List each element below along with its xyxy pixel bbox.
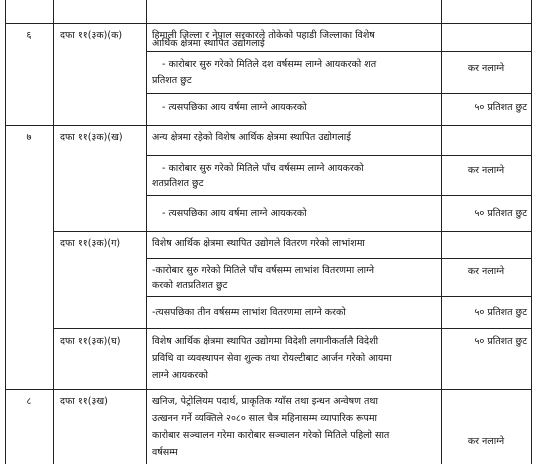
table-col-divider-serial [53,0,54,464]
row-divider [146,258,532,259]
row-section: दफा ११(३क)(क) [60,30,123,41]
item-desc-line: - कारोबार सुरु गरेको मितिले दश वर्षसम्म लाग्ने आयकरको शत [162,59,377,70]
row-divider [53,231,532,232]
item-desc-line: - त्यसपछिका आय वर्षमा लाग्ने आयकरको [162,102,307,113]
row-heading-line: प्रविधि वा व्यवस्थापन सेवा शुल्क तथा रोयल्टीबाट आर्जन गरेको आयमा [152,353,392,364]
item-benefit: ५० प्रतिशत छुट [474,208,527,219]
row-divider [5,389,532,390]
row-serial: ६ [26,30,32,41]
row-section: दफा ११(३क)(ख) [60,132,123,143]
row-heading-line: उत्खनन गर्ने व्यक्तिले २०८० साल चैत्र महिनासम्म व्यापारिक रूपमा [152,413,377,424]
item-benefit: कर नलाग्ने [467,266,505,277]
row-heading-line: विशेष आर्थिक क्षेत्रमा स्थापित उद्योगले वितरण गरेको लाभांशमा [152,238,365,249]
item-desc-line: शतप्रतिशत छुट [152,178,204,189]
row-divider [146,296,532,297]
row-heading-line: अन्य क्षेत्रमा रहेको विशेष आर्थिक क्षेत्रमा स्थापित उद्योगलाई [152,132,351,143]
row-heading-line: कारोबार सञ्चालन गरेमा कारोबार सञ्चालन गरेको मितिले पहिलो सात [152,430,390,441]
row-divider [146,155,532,156]
row-heading-line: विशेष आर्थिक क्षेत्रमा स्थापित उद्योगमा विदेशी लगानीकर्तालै विदेशी [152,336,379,347]
row-divider [53,328,532,329]
row-divider [146,93,532,94]
row-heading-line: वर्षसम्म [152,447,178,458]
row-divider [146,195,532,196]
row-benefit: कर नलाग्ने [467,436,505,447]
row-section: दफा ११(३क)(घ) [60,336,121,347]
item-desc-line: -कारोबार सुरु गरेको मितिले पाँच वर्षसम्म लाभांश वितरणमा लाग्ने [152,265,375,276]
row-heading-line: आर्थिक क्षेत्रमा स्थापित उद्योगलाई [152,38,265,49]
row-heading-line: लाग्ने आयकरको [152,370,209,381]
item-benefit: कर नलाग्ने [467,165,505,176]
item-benefit: ५० प्रतिशत छुट [474,102,527,113]
item-desc-line: -त्यसपछिका तीन वर्षसम्म लाभांश वितरणमा लाग्ने करको [152,307,346,318]
row-serial: ८ [26,396,32,407]
item-desc-line: प्रतिशत छुट [152,75,192,86]
row-benefit: ५० प्रतिशत छुट [474,336,527,347]
row-section: दफा ११(३क)(ग) [60,238,121,249]
row-section: दफा ११(३ख) [60,396,108,407]
item-desc-line: करको शतप्रतिशत छुट [152,280,228,291]
row-divider [5,125,532,126]
row-heading-line: हिमाली जिल्ला र नेपाल सरकारले तोकेको पहाडी जिल्लाका विशेष [152,30,375,41]
item-desc-line: - त्यसपछिका आय वर्षमा लाग्ने आयकरको [162,208,307,219]
row-serial: ७ [26,132,32,143]
row-divider [5,23,532,24]
row-divider [146,51,532,52]
table-border-right [531,0,532,464]
item-benefit: कर नलाग्ने [467,63,505,74]
item-desc-line: - कारोबार सुरु गरेको मितिले पाँच वर्षसम्म लाग्ने आयकरको [162,163,364,174]
item-benefit: ५० प्रतिशत छुट [474,307,527,318]
table-col-divider-section [146,0,147,464]
row-heading-line: खनिज, पेट्रोलियम पदार्थ, प्राकृतिक ग्याँस तथा इन्धन अन्वेषण तथा [152,396,378,407]
